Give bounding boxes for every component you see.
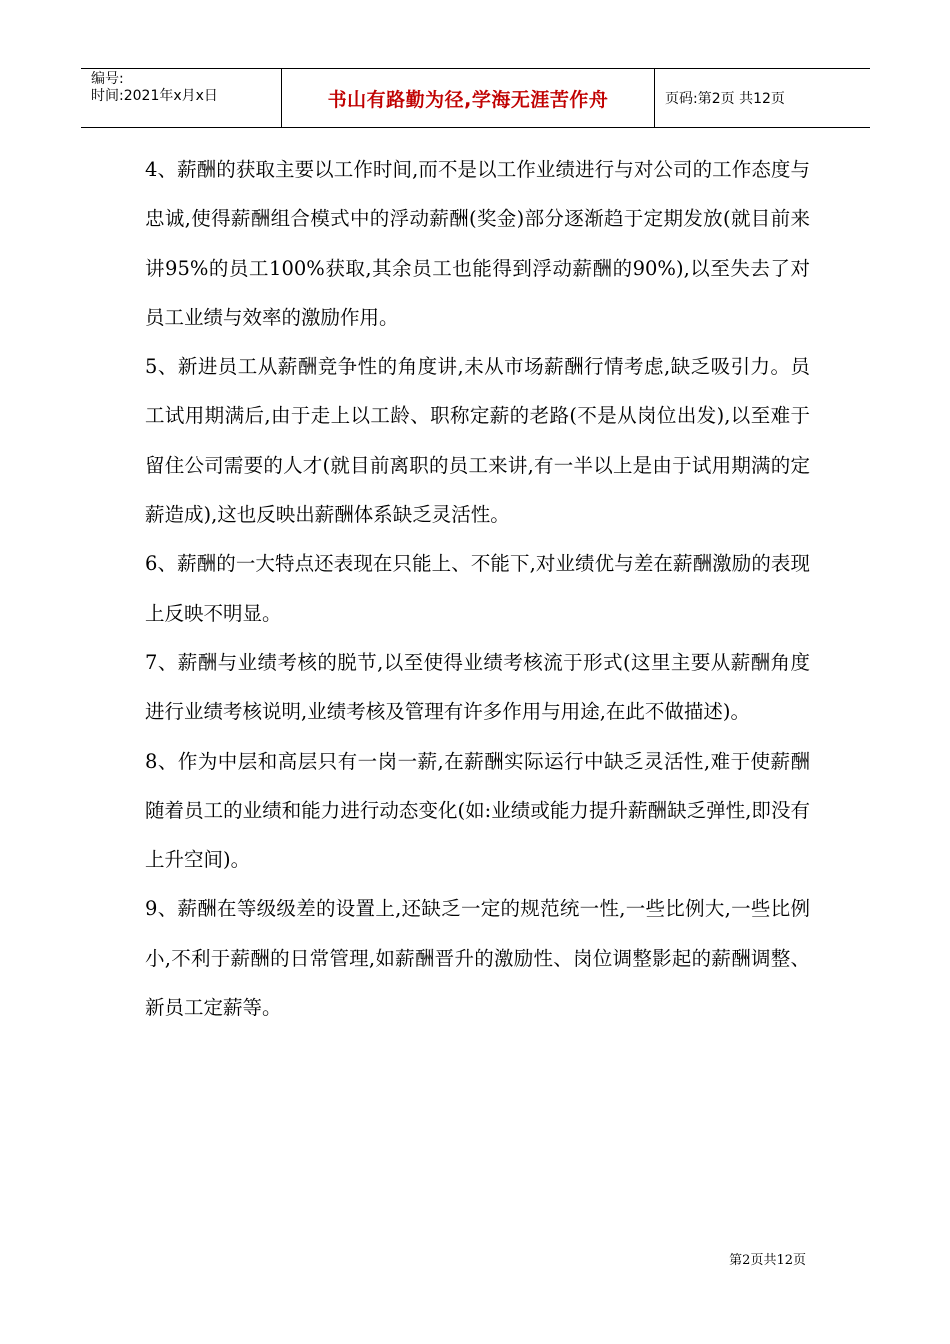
header-page-code: 页码:第2页 共12页	[665, 91, 785, 107]
document-number-label: 编号:	[91, 71, 124, 87]
page-footer: 第2页共12页	[729, 1253, 806, 1268]
paragraph-6: 6、薪酬的一大特点还表现在只能上、不能下,对业绩优与差在薪酬激励的表现上反映不明显。	[145, 552, 810, 625]
paragraph-8: 8、作为中层和高层只有一岗一薪,在薪酬实际运行中缺乏灵活性,难于使薪酬随着员工的业绩和能力进行动态变化(如:业绩或能力提升薪酬缺乏弹性,即没有上升空间)。	[145, 749, 810, 872]
paragraph-4: 4、薪酬的获取主要以工作时间,而不是以工作业绩进行与对公司的工作态度与忠诚,使得薪酬组合模式中的浮动薪酬(奖金)部分逐渐趋于定期发放(就目前来讲95%的员工100%获取,其余员工也能得到浮动薪酬的90%),以至失去了对员工业绩与效率的激励作用。	[145, 158, 810, 329]
paragraph-9: 9、薪酬在等级级差的设置上,还缺乏一定的规范统一性,一些比例大,一些比例小,不利于薪酬的日常管理,如薪酬晋升的激励性、岗位调整影起的薪酬调整、新员工定薪等。	[145, 897, 810, 1020]
paragraph-7: 7、薪酬与业绩考核的脱节,以至使得业绩考核流于形式(这里主要从薪酬角度进行业绩考核说明,业绩考核及管理有许多作用与用途,在此不做描述)。	[145, 650, 810, 724]
page-header	[81, 68, 870, 128]
header-motto: 书山有路勤为径,学海无涯苦作舟	[282, 69, 655, 127]
document-time-label: 时间:2021年x月x日	[91, 88, 218, 104]
paragraph-5: 5、新进员工从薪酬竞争性的角度讲,未从市场薪酬行情考虑,缺乏吸引力。员工试用期满后,由于走上以工龄、职称定薪的老路(不是从岗位出发),以至难于留住公司需要的人才(就目前离职的员工来讲,有一半以上是由于试用期满的定薪造成),这也反映出薪酬体系缺乏灵活性。	[145, 355, 810, 527]
document-body	[145, 145, 810, 1032]
header-meta	[81, 69, 282, 127]
